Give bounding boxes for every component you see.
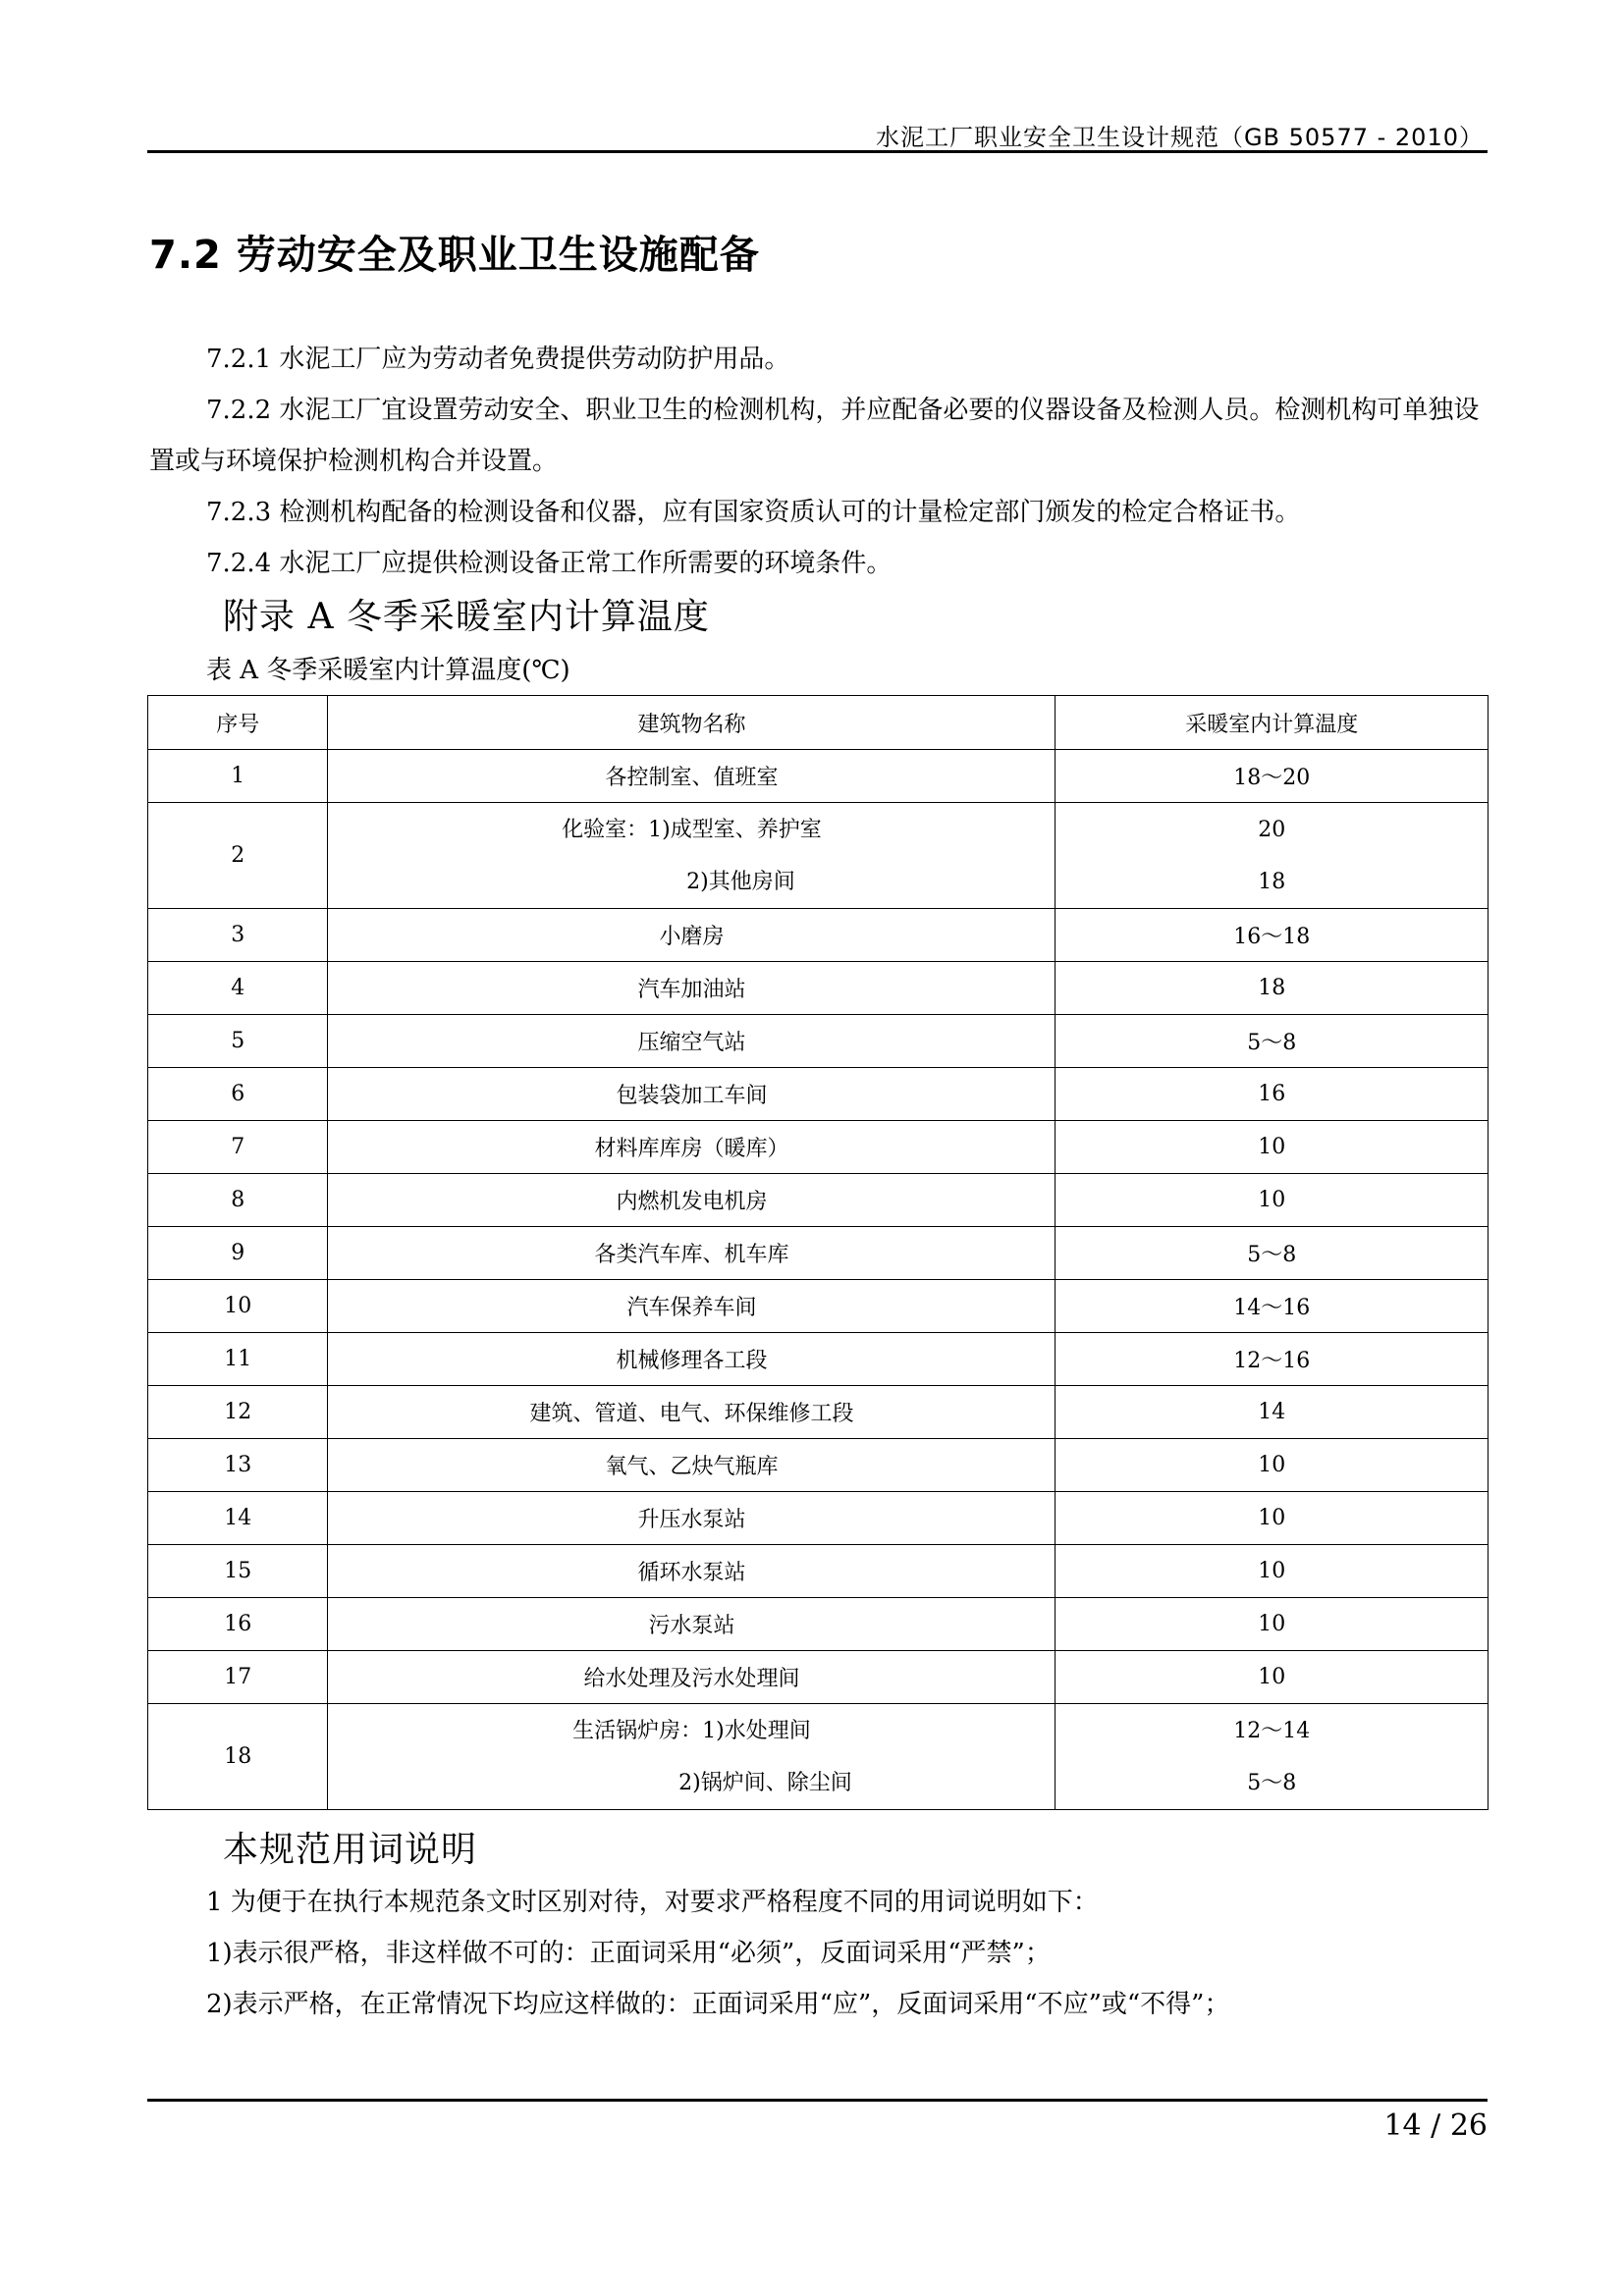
column-header-no: 序号 [148,696,328,750]
cell-no: 16 [148,1598,328,1651]
table-row [148,750,1489,803]
table-row [148,803,1489,909]
cell-building [328,803,1056,909]
cell-building: 汽车保养车间 [328,1280,1056,1333]
column-header-temperature: 采暖室内计算温度 [1056,696,1489,750]
table-row [148,909,1489,962]
clause-7-2-3: 7.2.3 检测机构配备的检测设备和仪器，应有国家资质认可的计量检定部门颁发的检定合格证书。 [206,498,1301,527]
terms-line: 1 为便于在执行本规范条文时区别对待，对要求严格程度不同的用词说明如下： [206,1888,1099,1917]
table-row [148,1492,1489,1545]
appendix-title: 附录 A 冬季采暖室内计算温度 [223,597,710,637]
cell-no: 5 [148,1015,328,1068]
table-row [148,1121,1489,1174]
cell-temperature: 12～16 [1056,1333,1489,1386]
cell-temperature-line: 5～8 [1247,1770,1297,1795]
cell-temperature [1056,1704,1489,1810]
terms-title: 本规范用词说明 [223,1830,478,1870]
cell-temperature: 10 [1056,1545,1489,1598]
table-row [148,1386,1489,1439]
cell-no: 17 [148,1651,328,1704]
cell-temperature: 10 [1056,1651,1489,1704]
terms-list [206,1877,1483,2030]
cell-no: 11 [148,1333,328,1386]
cell-building: 汽车加油站 [328,962,1056,1015]
cell-building: 包装袋加工车间 [328,1068,1056,1121]
table-header-row [148,696,1489,750]
cell-no: 7 [148,1121,328,1174]
cell-temperature: 10 [1056,1492,1489,1545]
cell-building: 循环水泵站 [328,1545,1056,1598]
clause-7-2-4: 7.2.4 水泥工厂应提供检测设备正常工作所需要的环境条件。 [206,549,893,578]
cell-temperature [1056,803,1489,909]
cell-building-line: 2)其他房间 [686,869,795,894]
cell-no: 12 [148,1386,328,1439]
cell-no: 18 [148,1704,328,1810]
table-row [148,962,1489,1015]
cell-temperature: 5～8 [1056,1015,1489,1068]
cell-building: 内燃机发电机房 [328,1174,1056,1227]
cell-building: 氧气、乙炔气瓶库 [328,1439,1056,1492]
cell-building: 机械修理各工段 [328,1333,1056,1386]
heating-temperature-table [147,695,1489,1810]
cell-no: 15 [148,1545,328,1598]
cell-no: 4 [148,962,328,1015]
table-row [148,1545,1489,1598]
cell-building: 建筑、管道、电气、环保维修工段 [328,1386,1056,1439]
table-row [148,1651,1489,1704]
cell-no: 8 [148,1174,328,1227]
cell-temperature-line: 12～14 [1233,1718,1311,1743]
cell-temperature: 14 [1056,1386,1489,1439]
terms-line: 1)表示很严格，非这样做不可的：正面词采用“必须”，反面词采用“严禁”； [206,1939,1051,1968]
table-row [148,1068,1489,1121]
cell-no: 3 [148,909,328,962]
column-header-building: 建筑物名称 [328,696,1056,750]
cell-no: 14 [148,1492,328,1545]
section-title: 7.2 劳动安全及职业卫生设施配备 [149,233,760,278]
cell-temperature: 18 [1056,962,1489,1015]
cell-temperature: 16 [1056,1068,1489,1121]
cell-building: 压缩空气站 [328,1015,1056,1068]
document-header-title: 水泥工厂职业安全卫生设计规范（GB 50577 - 2010） [875,124,1484,151]
table-row [148,1333,1489,1386]
cell-temperature-line: 18 [1258,869,1286,894]
cell-no: 6 [148,1068,328,1121]
cell-no: 1 [148,750,328,803]
cell-temperature: 10 [1056,1439,1489,1492]
cell-no: 13 [148,1439,328,1492]
footer-divider [147,2099,1488,2102]
cell-no: 2 [148,803,328,909]
cell-building: 材料库库房（暖库） [328,1121,1056,1174]
cell-no: 10 [148,1280,328,1333]
cell-building-line: 生活锅炉房：1)水处理间 [572,1718,811,1743]
cell-temperature: 10 [1056,1121,1489,1174]
cell-building [328,1704,1056,1810]
table-row [148,1174,1489,1227]
table-caption: 表 A 冬季采暖室内计算温度(℃) [206,656,570,685]
cell-temperature: 16～18 [1056,909,1489,962]
page-number: 14 / 26 [1383,2109,1488,2143]
cell-building: 升压水泵站 [328,1492,1056,1545]
cell-building: 小磨房 [328,909,1056,962]
cell-temperature: 5～8 [1056,1227,1489,1280]
cell-building: 各类汽车库、机车库 [328,1227,1056,1280]
cell-temperature: 10 [1056,1174,1489,1227]
cell-building-line: 化验室：1)成型室、养护室 [562,817,822,842]
table-row [148,1227,1489,1280]
clause-list [149,334,1489,589]
cell-temperature-line: 20 [1258,817,1286,842]
table-row [148,1280,1489,1333]
header-divider [147,150,1488,153]
cell-building: 污水泵站 [328,1598,1056,1651]
cell-building: 给水处理及污水处理间 [328,1651,1056,1704]
cell-temperature: 14～16 [1056,1280,1489,1333]
clause-7-2-2: 7.2.2 水泥工厂宜设置劳动安全、职业卫生的检测机构，并应配备必要的仪器设备及检测人员。检测机构可单独设置或与环境保护检测机构合并设置。 [149,396,1480,476]
cell-building: 各控制室、值班室 [328,750,1056,803]
clause-7-2-1: 7.2.1 水泥工厂应为劳动者免费提供劳动防护用品。 [206,345,790,374]
cell-temperature: 10 [1056,1598,1489,1651]
table-row [148,1598,1489,1651]
cell-temperature: 18～20 [1056,750,1489,803]
table-row [148,1439,1489,1492]
cell-building-line: 2)锅炉间、除尘间 [678,1770,852,1795]
table-row [148,1015,1489,1068]
cell-no: 9 [148,1227,328,1280]
terms-line: 2)表示严格，在正常情况下均应这样做的：正面词采用“应”，反面词采用“不应”或“不得”； [206,1990,1230,2019]
table-row [148,1704,1489,1810]
